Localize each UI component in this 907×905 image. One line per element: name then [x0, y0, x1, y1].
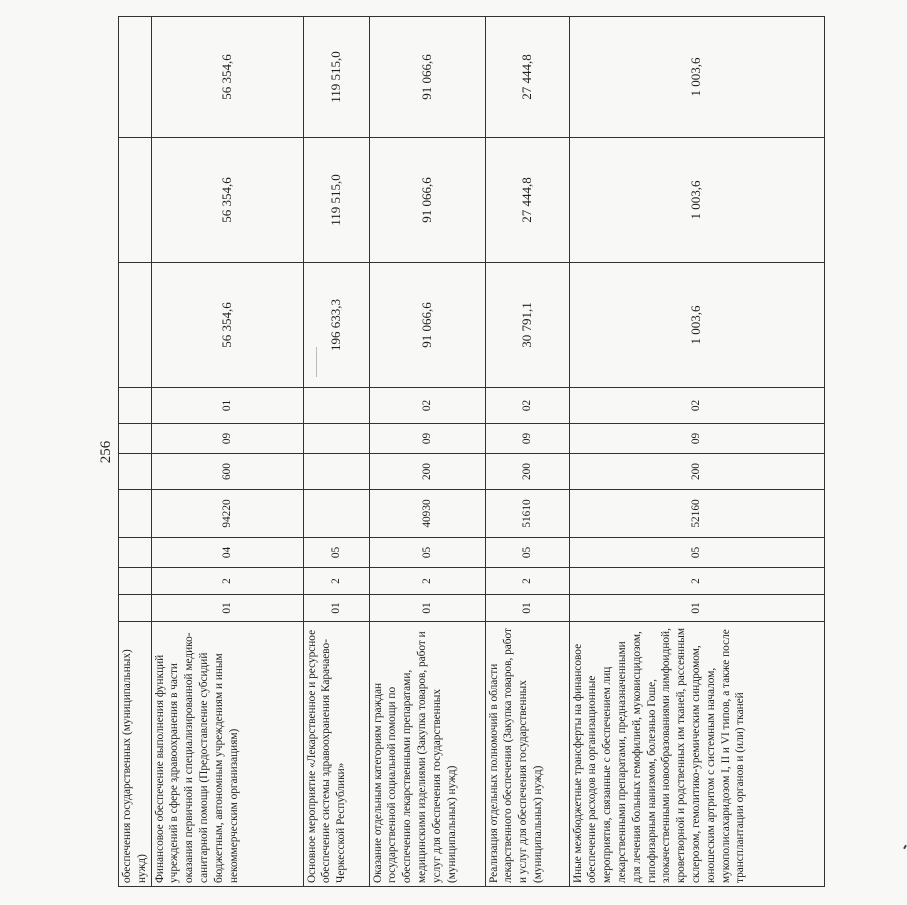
code-cell: 2	[569, 568, 824, 595]
scan-line	[316, 347, 317, 377]
page-number: 256	[98, 440, 114, 464]
amount-cell: 1 003,6	[569, 263, 824, 388]
code-cell: 01	[569, 595, 824, 622]
code-cell: 02	[485, 388, 569, 424]
rotated-page	[82, 17, 747, 887]
amount-cell: 196 633,3	[303, 263, 369, 388]
code-cell: 02	[569, 388, 824, 424]
amount-cell: 56 354,6	[151, 138, 303, 263]
row-description: Оказание отдельным категориям граждан государственной социальной помощи по обеспечению лекарственными препаратами, медицинскими изделиями (Закупка товаров, работ и услуг для обеспечения государственных (муниципальных) нужд)	[369, 622, 485, 887]
amount-cell: 119 515,0	[303, 17, 369, 138]
budget-table	[118, 16, 825, 887]
code-cell	[119, 568, 152, 595]
code-cell: 09	[569, 424, 824, 454]
code-cell: 2	[303, 568, 369, 595]
code-cell: 01	[151, 595, 303, 622]
scan-mark	[903, 845, 907, 849]
code-cell	[119, 490, 152, 538]
code-cell: 52160	[569, 490, 824, 538]
code-cell	[303, 454, 369, 490]
code-cell	[119, 538, 152, 568]
code-cell	[119, 424, 152, 454]
code-cell: 40930	[369, 490, 485, 538]
amount-cell: 56 354,6	[151, 17, 303, 138]
code-cell	[303, 490, 369, 538]
code-cell: 2	[369, 568, 485, 595]
amount-cell: 56 354,6	[151, 263, 303, 388]
code-cell: 600	[151, 454, 303, 490]
amount-cell: 30 791,1	[485, 263, 569, 388]
amount-cell: 119 515,0	[303, 138, 369, 263]
code-cell: 02	[369, 388, 485, 424]
code-cell: 09	[369, 424, 485, 454]
amount-cell: 91 066,6	[369, 138, 485, 263]
row-description: Иные межбюджетные трансферты на финансовое обеспечение расходов на организационные мероприятия, связанные с обеспечением лиц лекарственными препаратами, предназначенными для лечения больных гемофилией, муковисцидозом, гипофизарным нанизмом, болезнью Гоше, злокачественными новообразованиями лимфоидной, кроветворной и родственных им тканей, рассеянным склерозом, гемолитико-уремическим синдромом, юношеским артритом с системным началом, мукополисахаридозом I, II и VI типов, а также после трансплантации органов и (или) тканей	[569, 622, 824, 887]
row-description: Финансовое обеспечение выполнения функций учреждений в сфере здравоохранения в части оказания первичной и специализированной медико-санитарной помощи (Предоставление субсидий бюджетным, автономным учреждениям и иным некоммерческим организациям)	[151, 622, 303, 887]
amount-cell: 27 444,8	[485, 17, 569, 138]
code-cell: 01	[369, 595, 485, 622]
table-row	[569, 17, 824, 887]
table-row	[303, 17, 369, 887]
code-cell: 2	[485, 568, 569, 595]
code-cell: 01	[485, 595, 569, 622]
code-cell: 200	[485, 454, 569, 490]
code-cell: 05	[569, 538, 824, 568]
code-cell: 51610	[485, 490, 569, 538]
amount-cell: 91 066,6	[369, 17, 485, 138]
row-description: обеспечения государственных (муниципальных) нужд)	[119, 622, 152, 887]
amount-cell: 91 066,6	[369, 263, 485, 388]
code-cell: 09	[151, 424, 303, 454]
code-cell	[119, 388, 152, 424]
code-cell	[303, 424, 369, 454]
code-cell: 05	[369, 538, 485, 568]
code-cell: 200	[569, 454, 824, 490]
code-cell: 09	[485, 424, 569, 454]
row-description: Основное мероприятие «Лекарственное и ресурсное обеспечение системы здравоохранения Карачаево-Черкесской Республики»	[303, 622, 369, 887]
code-cell: 200	[369, 454, 485, 490]
table-row	[369, 17, 485, 887]
code-cell: 05	[485, 538, 569, 568]
table-row	[119, 17, 152, 887]
code-cell: 05	[303, 538, 369, 568]
table-row	[485, 17, 569, 887]
code-cell: 01	[151, 388, 303, 424]
amount-cell	[119, 263, 152, 388]
code-cell	[303, 388, 369, 424]
code-cell	[119, 454, 152, 490]
row-description: Реализация отдельных полномочий в области лекарственного обеспечения (Закупка товаров, работ и услуг для обеспечения государственных (муниципальных) нужд)	[485, 622, 569, 887]
code-cell: 04	[151, 538, 303, 568]
code-cell: 01	[303, 595, 369, 622]
code-cell	[119, 595, 152, 622]
amount-cell	[119, 17, 152, 138]
code-cell: 2	[151, 568, 303, 595]
amount-cell: 27 444,8	[485, 138, 569, 263]
amount-cell: 1 003,6	[569, 17, 824, 138]
amount-cell	[119, 138, 152, 263]
amount-cell: 1 003,6	[569, 138, 824, 263]
code-cell: 94220	[151, 490, 303, 538]
table-row	[151, 17, 303, 887]
